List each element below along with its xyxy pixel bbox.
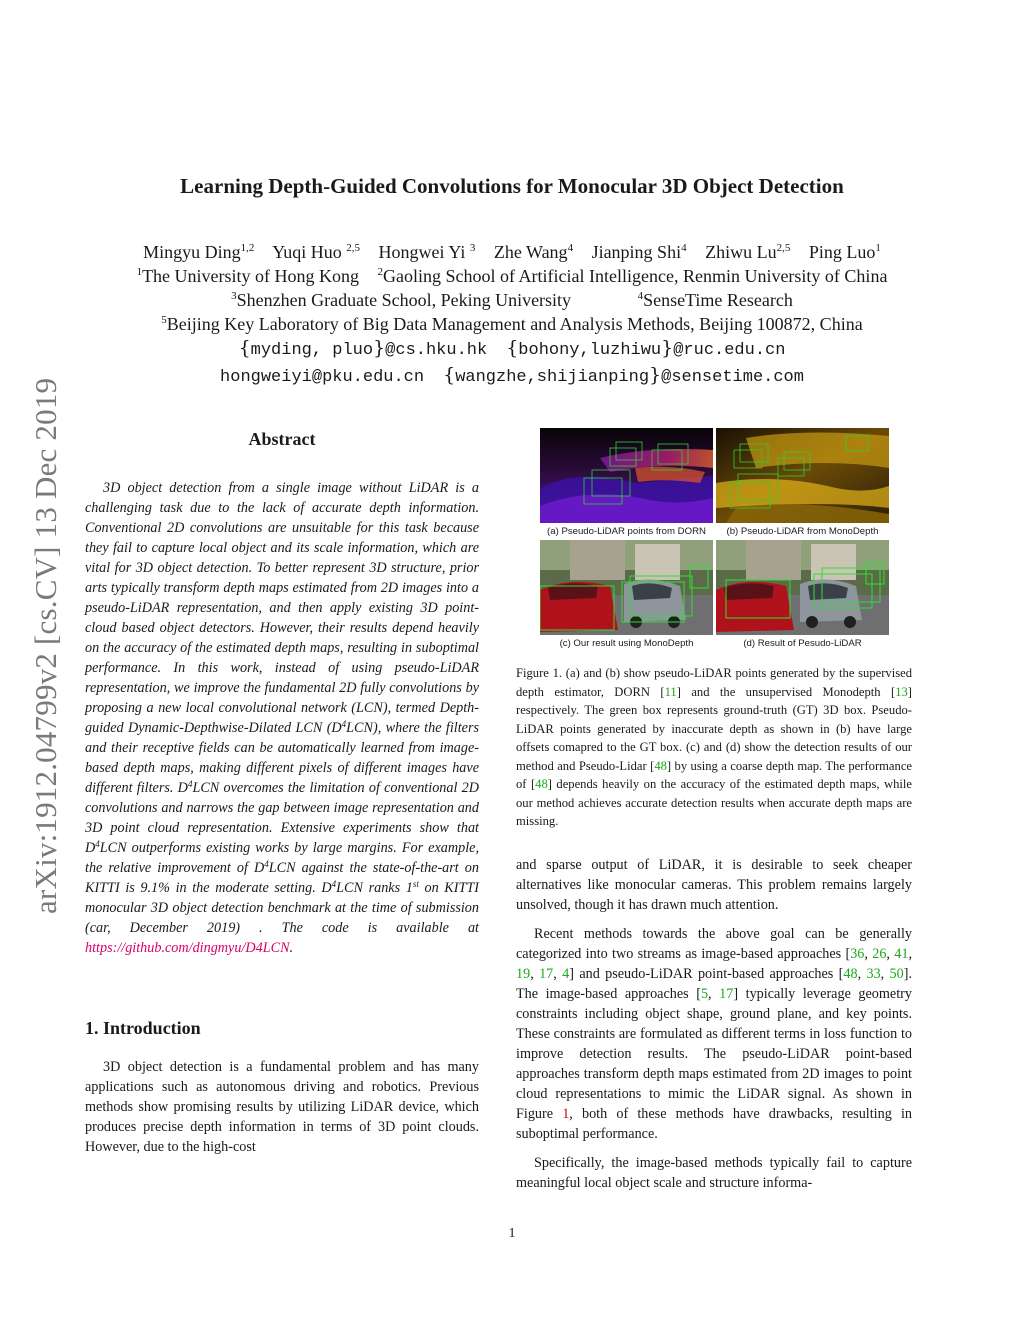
email-domain: @ruc.edu.cn	[673, 341, 786, 360]
right-paragraph-2: Recent methods towards the above goal can be generally categorized into two streams as image-based approaches [36, 26, 41, 19, 17, 4] and pseudo-LiDAR point-based approaches [48, 33, 50]. The image-based approaches [5, 17] typically leverage geometry constraints including object shape, ground plane, and key points. These constraints are formulated as different terms in loss function to improve detection results. The pseudo-LiDAR point-based approaches transform depth maps estimated from 2D images to point cloud representations to mimic the LiDAR signal. As shown in Figure 1, both of these methods have drawbacks, resulting in suboptimal performance.	[516, 925, 913, 1142]
email-users: myding, pluo	[250, 341, 374, 360]
author-list	[90, 240, 934, 264]
figure-panel-a	[540, 428, 713, 523]
introduction-paragraph: 3D object detection is a fundamental problem and has many applications such as autonomous driving and robotics. Previous methods show promising results by utilizing LiDAR device, which produces precise depth information in terms of 3D point clouds. However, due to the high-cost	[85, 1059, 479, 1155]
figure-panel-c-label: (c) Our result using MonoDepth	[559, 638, 694, 649]
figure-panel-d-label: (d) Result of Pesudo-LiDAR	[743, 638, 862, 649]
right-paragraph-1: and sparse output of LiDAR, it is desirable to seek cheaper alternatives like monocular cameras. This problem remains largely unsolved, though it has drawn much attention.	[516, 856, 912, 913]
citation[interactable]: 4	[562, 965, 570, 982]
author-name: Jianping Shi	[591, 242, 682, 262]
citation[interactable]: 13	[895, 684, 908, 699]
citation[interactable]: 17	[539, 965, 554, 982]
page-number: 1	[508, 1226, 516, 1241]
citation[interactable]: 48	[843, 965, 858, 982]
email-address: hongweiyi@pku.edu.cn	[220, 368, 425, 387]
citation[interactable]: 5	[700, 985, 709, 1002]
figure-panel-d	[716, 540, 889, 635]
citation[interactable]: 19	[516, 965, 531, 982]
author-affiliation: 4	[681, 242, 687, 254]
author-affiliation: 1,2	[240, 242, 255, 254]
affiliation-number: 3	[231, 290, 237, 302]
affiliation-number: 2	[377, 266, 384, 278]
figure-reference[interactable]: 1	[562, 1105, 570, 1122]
author-name: Yuqi Huo	[272, 242, 342, 262]
paper-title: Learning Depth-Guided Convolutions for Monocular 3D Object Detection	[180, 174, 844, 198]
author-name: Mingyu Ding	[143, 242, 241, 262]
affiliation-line	[90, 288, 934, 312]
citation[interactable]: 41	[894, 945, 909, 962]
author-affiliation: 2,5	[346, 242, 361, 254]
authors-block	[90, 240, 934, 390]
affiliation: The University of Hong Kong	[142, 266, 360, 286]
author-name: Zhiwu Lu	[705, 242, 777, 262]
affiliation-number: 1	[136, 266, 143, 278]
citation[interactable]: 50	[889, 965, 904, 982]
figure-1-caption: Figure 1. (a) and (b) show pseudo-LiDAR points generated by the supervised depth estimator, DORN [11] and the unsupervised Monodepth [13] respectively. The green box represents ground-truth (GT) 3D box. Pseudo-LiDAR points generated by inaccurate depth as shown in (b) have large offsets comapred to the GT box. (c) and (d) show the detection results of our method and Pseudo-Lidar [48] by using a coarse depth map. The performance of [48] depends heavily on the accuracy of the estimated depth maps, while our method achieves accurate detection results when accurate depth maps are missing.	[516, 666, 912, 828]
affiliation-line	[90, 312, 934, 336]
email-domain: @sensetime.com	[661, 368, 804, 387]
email-users: wangzhe,shijianping	[455, 368, 650, 387]
author-affiliation: 4	[567, 242, 574, 254]
figure-panel-b	[716, 428, 889, 523]
author-name: Ping Luo	[808, 242, 876, 262]
citation[interactable]: 48	[535, 777, 548, 791]
left-column	[85, 425, 479, 1157]
abstract-heading: Abstract	[248, 429, 316, 449]
affiliation-number: 5	[161, 314, 167, 326]
email-users: bohony,luzhiwu	[518, 341, 662, 360]
email-line: {myding, pluo}@cs.hku.hk {bohony,luzhiwu}@ruc.edu.cn	[238, 337, 786, 360]
arxiv-identifier: arXiv:1912.04799v2 [cs.CV] 13 Dec 2019	[28, 377, 63, 915]
figure-panel-b-label: (b) Pseudo-LiDAR from MonoDepth	[726, 526, 879, 537]
right-paragraph-3: Specifically, the image-based methods typically fail to capture meaningful local object scale and structure informa-	[516, 1154, 912, 1191]
citation[interactable]: 26	[872, 945, 887, 962]
affiliation: SenseTime Research	[643, 290, 793, 310]
citation[interactable]: 36	[850, 945, 865, 962]
affiliation: Gaoling School of Artificial Intelligence, Renmin University of China	[383, 266, 888, 286]
affiliation: Beijing Key Laboratory of Big Data Management and Analysis Methods, Beijing 100872, China	[166, 314, 863, 334]
figure-panel-c	[540, 540, 713, 635]
introduction-heading: 1. Introduction	[85, 1018, 201, 1038]
citation[interactable]: 33	[866, 965, 881, 982]
code-link[interactable]: https://github.com/dingmyu/D4LCN	[85, 940, 290, 956]
figure-1	[540, 428, 912, 652]
email-domain: @cs.hku.hk	[385, 341, 488, 360]
author-affiliation: 3	[469, 242, 476, 254]
abstract-body: 3D object detection from a single image without LiDAR is a challenging task due to the lack of accurate depth information. Conventional 2D convolutions are unsuitable for this task because they fail to capture local object and its scale information, which are vital for 3D object detection. To better represent 3D structure, prior arts typically transform depth maps estimated from 2D images into a pseudo-LiDAR representation, and then apply existing 3D point-cloud based object detectors. However, their results depend heavily on the accuracy of the estimated depth maps, resulting in suboptimal performance. In this work, instead of using pseudo-LiDAR representation, we improve the fundamental 2D fully convolutions by proposing a new local convolutional network (LCN), termed Depth-guided Dynamic-Depthwise-Dilated LCN $(D^4LCN)$, where the filters and their receptive fields can be automatically learned from image-based depth maps, making different pixels of different images have different filters. $D^4LCN$ overcomes the limitation of conventional 2D convolutions and narrows the gap between image representation and 3D point cloud representation. Extensive experiments show that $D^4LCN$ outperforms existing works by large margins. For example, the relative improvement of $D^4LCN$ against the state-of-the-art on KITTI is 9.1% in the moderate setting. $D^4LCN$ ranks 1st on KITTI monocular 3D object detection benchmark at the time of submission (car, December 2019) . The code is available at https://github.com/dingmyu/D4LCN.	[85, 480, 479, 956]
figure-panel-a-label: (a) Pseudo-LiDAR points from DORN	[547, 526, 706, 537]
citation[interactable]: 48	[654, 758, 667, 773]
author-name: Hongwei Yi	[378, 242, 466, 262]
affiliation: Shenzhen Graduate School, Peking University	[236, 290, 572, 310]
citation[interactable]: 17	[719, 985, 734, 1002]
author-affiliation: 1	[875, 242, 881, 254]
email-line: hongweiyi@pku.edu.cn {wangzhe,shijianping}@sensetime.com	[220, 364, 804, 387]
affiliation-line	[90, 264, 934, 288]
right-column	[516, 428, 912, 1193]
citation[interactable]: 11	[664, 684, 677, 699]
author-affiliation: 2,5	[776, 242, 791, 254]
author-name: Zhe Wang	[493, 242, 568, 262]
affiliation-number: 4	[637, 290, 644, 302]
